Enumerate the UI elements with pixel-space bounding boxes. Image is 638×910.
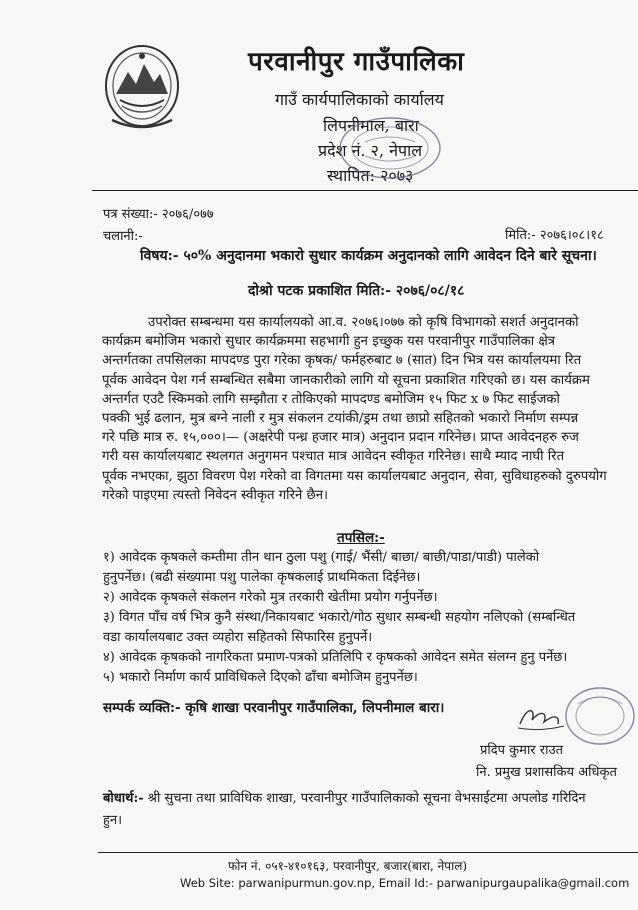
- condition-line: २) आवेदक कृषकले संकलन गरेको मुत्र तरकारी खेतीमा प्रयोग गर्नुपर्नेछ।: [103, 590, 438, 605]
- office-stamp-icon: [325, 112, 455, 184]
- cc-text-continued: हुन।: [103, 813, 123, 828]
- footer-web: Web Site: parwanipurmun.gov.np, Email Id:- parwanipurgaupalika@gmail.com: [180, 876, 630, 890]
- cc-label: बोधार्थ:-: [103, 791, 144, 806]
- body-paragraph: [102, 313, 638, 505]
- paragraph-line: पूर्वक आवेदन पेश गर्न सम्बन्धित सबैमा जानकारीको लागि यो सूचना प्रकाशित गरिएको छ। यस कार्यक्रम: [102, 372, 590, 388]
- paragraph-line: उपरोक्त सम्बन्धमा यस कार्यालयको आ.व. २०७६।०७७ को कृषि विभागको सशर्त अनुदानको: [148, 315, 579, 330]
- nepal-emblem-icon: [102, 42, 182, 132]
- condition-line: ५) भकारो निर्माण कार्य प्राविधिकले दिएको ढाँचा बमोजिम हुनुपर्नेछ।: [103, 670, 418, 685]
- paragraph-line: गरी यस कार्यालयबाट स्थलगत अनुगमन पश्चात मात्र आवेदन स्वीकृत गरिनेछ। साथै म्याद नाघी रित: [102, 449, 565, 465]
- paragraph-line: अन्तर्गत एउटै स्किमको लागि सम्झौता र तोकिएको मापदण्ड बमोजिम १५ फिट x ७ फिट साईजको: [102, 391, 560, 407]
- paragraph-line: कार्यक्रम बमोजिम भकारो सुधार कार्यक्रममा सहभागी हुन इच्छुक यस परवानीपुर गाउँपालिका क्षेत्र: [102, 334, 556, 350]
- second-publish-date: दोश्रो पटक प्रकाशित मिति:- २०७६/०८/१८: [248, 283, 465, 299]
- contact-person: सम्पर्क व्यक्ति:- कृषि शाखा परवानीपुर गाउँपालिका, लिपनीमाल बारा।: [103, 700, 445, 716]
- letter-number: पत्र संख्या:- २०७६/०७७: [103, 207, 214, 222]
- signatory-name: प्रदिप कुमार राउत: [480, 743, 563, 758]
- condition-line: १) आवेदक कृषकले कम्तीमा तीन थान ठुला पशु (गाई/ भैंसी/ बाछा/ बाछी/पाडा/पाडी) पालेको: [103, 550, 540, 565]
- condition-line: ४) आवेदक कृषकको नागरिकता प्रमाण-पत्रको प्रतिलिपि र कृषकको आवेदन समेत संलग्न हुनु पर्नेछ।: [103, 650, 568, 665]
- subject-line: विषय:- ५०% अनुदानमा भकारो सुधार कार्यक्रम अनुदानको लागि आवेदन दिने बारे सूचना।: [140, 248, 597, 264]
- office-province: प्रदेश नं. २, नेपाल: [318, 141, 423, 160]
- dispatch-number: चलानी:-: [103, 229, 143, 244]
- office-established: स्थापित: २०७३: [327, 166, 414, 185]
- paragraph-line: पूर्वक नभएका, झुठा विवरण पेश गरेको वा विगतमा यस कार्यालयबाट अनुदान, सेवा, सुविधाहरुको दुरुपयोग: [102, 468, 607, 484]
- condition-line: वडा कार्यालयबाट उक्त व्यहोरा सहितको सिफारिस हुनुपर्ने।: [103, 630, 373, 645]
- office-address: लिपनीमाल, बारा: [323, 116, 419, 135]
- footer-contact: फोन नं. ०५१-४१०१६३, परवानीपुर, बजार(बारा, नेपाल): [228, 859, 468, 873]
- paragraph-line: गरेको पाइएमा त्यस्तो निवेदन स्वीकृत गरिने छैन।: [102, 487, 329, 503]
- condition-line: हुनुपर्नेछ। (बढी संख्यामा पशु पालेका कृषकलाई प्राथमिकता दिईनेछ।: [103, 570, 421, 585]
- condition-line: ३) विगत पाँच वर्ष भित्र कुनै संस्था/निकायबाट भकारो/गोठ सुधार सम्बन्धी सहयोग नलिएको (सम्बन्धित: [103, 610, 576, 625]
- conditions-list: [103, 548, 575, 688]
- office-name: परवानीपुर गाउँपालिका: [248, 47, 465, 77]
- paragraph-line: अन्तर्गतका तपसिलका मापदण्ड पुरा गरेका कृषक/ फर्महरुबाट ७ (सात) दिन भित्र यस कार्यालयमा रित: [102, 353, 582, 369]
- cc-note: [103, 788, 586, 832]
- paragraph-line: पक्की भुई ढलान, मुत्र बग्ने नाली र मुत्र संकलन टयांकी/ड्रम तथा छाप्रो सहितको भकारो निर्माण सम्पन्न: [102, 410, 579, 426]
- signatory-designation: नि. प्रमुख प्रशासकिय अधिकृत: [476, 765, 617, 780]
- office-subtitle: गाउँ कार्यपालिकाको कार्यालय: [275, 90, 444, 109]
- schedule-heading: तपसिल:-: [337, 530, 385, 546]
- header-divider: [92, 190, 638, 191]
- letter-date: मिति:- २०७६।०८।१८: [505, 228, 604, 243]
- paragraph-line: गरे पछि मात्र रु. १५,०००।— (अक्षरेपी पन्ध्र हजार मात्र) अनुदान प्रदान गरिनेछ। प्राप्त आवेदनहरु रुज: [102, 430, 579, 446]
- cc-text: श्री सुचना तथा प्राविधिक शाखा, परवानीपुर गाउँपालिकाको सूचना वेभसाईटमा अपलोड गरिदिन: [147, 791, 586, 806]
- footer-divider: [98, 852, 638, 853]
